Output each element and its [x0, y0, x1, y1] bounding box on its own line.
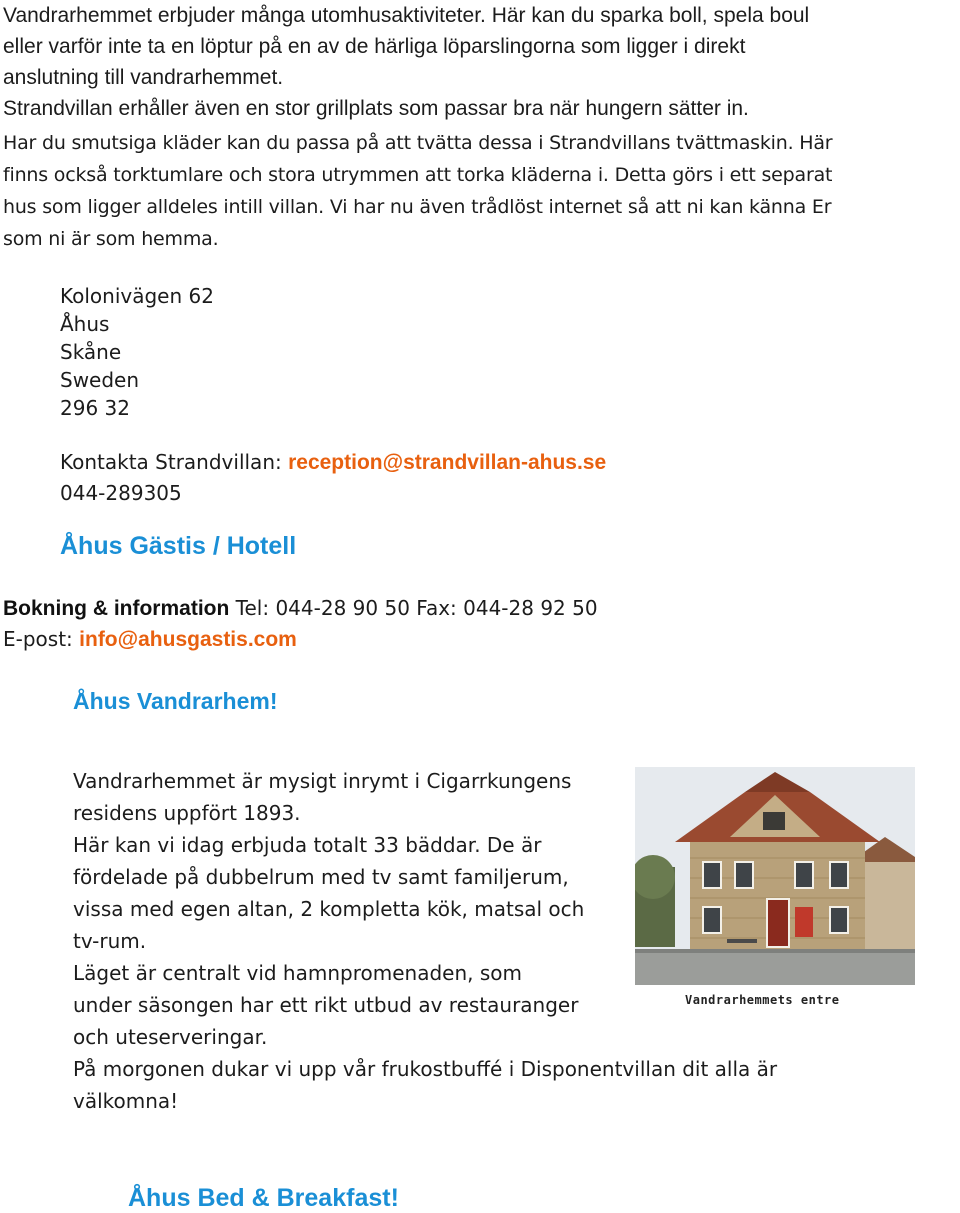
- contact-block: [60, 448, 606, 507]
- photo-caption: Vandrarhemmets entre: [685, 993, 840, 1007]
- intro-paragraph: [3, 0, 809, 124]
- gastis-email-link[interactable]: info@ahusgastis.com: [79, 628, 297, 651]
- vandrarhem-line: fördelade på dubbelrum med tv samt familjerum,: [73, 865, 569, 889]
- vandrarhem-line: välkomna!: [73, 1089, 179, 1113]
- contact-label: Kontakta Strandvillan:: [60, 450, 289, 474]
- vandrarhem-line: och uteserveringar.: [73, 1025, 268, 1049]
- contact-line: [60, 448, 606, 477]
- gastis-email-label: E-post:: [3, 627, 80, 651]
- vandrarhem-line: vissa med egen altan, 2 kompletta kök, matsal och: [73, 897, 585, 921]
- contact-phone: 044-289305: [60, 481, 182, 505]
- vandrarhem-line: På morgonen dukar vi upp vår frukostbuffé i Disponentvillan dit alla är: [73, 1057, 778, 1081]
- vandrarhem-line: Vandrarhemmet är mysigt inrymt i Cigarrkungens: [73, 769, 572, 793]
- hostel-building-illustration: [635, 767, 915, 985]
- contact-email-link[interactable]: reception@strandvillan-ahus.se: [288, 451, 607, 474]
- booking-label: Bokning & information: [3, 597, 230, 620]
- address-country: Sweden: [60, 368, 140, 392]
- gastis-heading: Åhus Gästis / Hotell: [60, 532, 297, 560]
- intro-paragraph-continued: [3, 128, 832, 254]
- intro-line: som ni är som hemma.: [3, 228, 219, 250]
- intro-line: Har du smutsiga kläder kan du passa på att tvätta dessa i Strandvillans tvättmaskin. Här: [3, 132, 833, 154]
- vandrarhem-line: residens uppfört 1893.: [73, 801, 301, 825]
- address-postal-code: 296 32: [60, 396, 130, 420]
- vandrarhem-line: under säsongen har ett rikt utbud av restauranger: [73, 993, 579, 1017]
- hostel-entrance-photo: [635, 767, 915, 985]
- address-block: [60, 282, 214, 422]
- vandrarhem-heading: Åhus Vandrarhem!: [73, 688, 278, 714]
- address-city: Åhus: [60, 312, 110, 336]
- booking-phone-fax: Tel: 044-28 90 50 Fax: 044-28 92 50: [229, 596, 598, 620]
- bnb-heading: Åhus Bed & Breakfast!: [128, 1184, 399, 1212]
- intro-line: Strandvillan erhåller även en stor grillplats som passar bra när hungern sätter in.: [3, 97, 749, 120]
- intro-line: Vandrarhemmet erbjuder många utomhusaktiviteter. Här kan du sparka boll, spela boul: [3, 4, 810, 27]
- intro-line: eller varför inte ta en löptur på en av de härliga löparslingorna som ligger i direkt: [3, 35, 746, 58]
- gastis-booking-line: [3, 594, 598, 623]
- vandrarhem-line: Här kan vi idag erbjuda totalt 33 bäddar. De är: [73, 833, 542, 857]
- intro-line: finns också torktumlare och stora utrymmen att torka kläderna i. Detta görs i ett separat: [3, 164, 833, 186]
- intro-line: hus som ligger alldeles intill villan. Vi har nu även trådlöst internet så att ni kan känna Er: [3, 196, 832, 218]
- address-street: Kolonivägen 62: [60, 284, 214, 308]
- intro-line: anslutning till vandrarhemmet.: [3, 66, 284, 89]
- address-region: Skåne: [60, 340, 122, 364]
- gastis-email-line: [3, 625, 297, 654]
- vandrarhem-line: tv-rum.: [73, 929, 147, 953]
- vandrarhem-line: Läget är centralt vid hamnpromenaden, som: [73, 961, 522, 985]
